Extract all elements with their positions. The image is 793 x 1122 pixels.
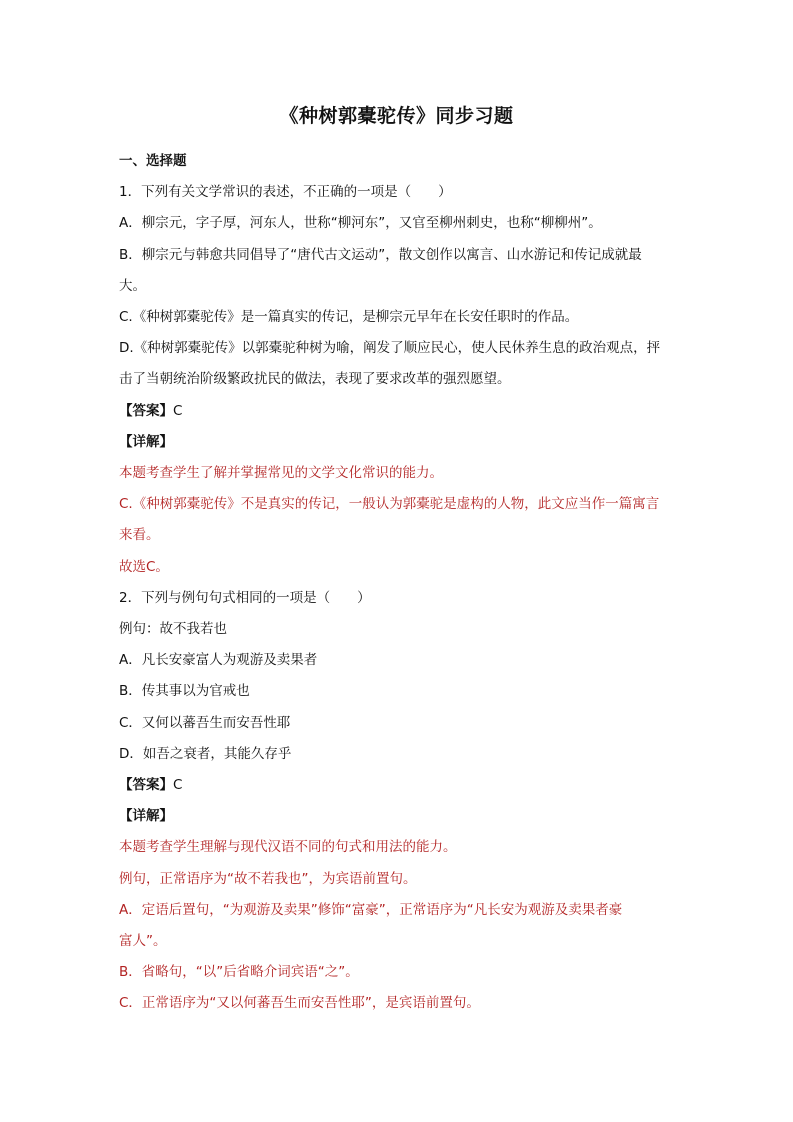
explanation-line: 本题考查学生了解并掌握常见的文学文化常识的能力。 <box>119 465 443 482</box>
question-1 <box>119 177 675 583</box>
conclusion-line: 故选C。 <box>119 558 169 575</box>
section-heading: 一、选择题 <box>119 153 187 169</box>
option-a: A．凡长安豪富人为观游及卖果者 <box>119 652 318 669</box>
answer-line <box>119 770 675 801</box>
explanation-line: B．省略句，“以”后省略介词宾语“之”。 <box>119 964 359 981</box>
explanation-line: C．正常语序为“又以何蕃吾生而安吾性耶”，是宾语前置句。 <box>119 995 480 1012</box>
detail-tag: 【详解】 <box>119 808 173 825</box>
option-d: D．如吾之衰者，其能久存乎 <box>119 745 292 762</box>
explanation-line: 来看。 <box>119 527 160 544</box>
detail-tag: 【详解】 <box>119 433 173 450</box>
answer-value: C <box>173 402 183 419</box>
page-title: 《种树郭橐驼传》同步习题 <box>279 105 514 127</box>
explanation-line: 例句，正常语序为“故不若我也”，为宾语前置句。 <box>119 870 417 887</box>
option-d-line2: 击了当朝统治阶级繁政扰民的做法，表现了要求改革的强烈愿望。 <box>119 371 511 388</box>
option-b: B．传其事以为官戒也 <box>119 683 250 700</box>
explanation-line: 富人”。 <box>119 933 167 950</box>
option-a: A．柳宗元，字子厚，河东人，世称“柳河东”，又官至柳州刺史，也称“柳柳州”。 <box>119 215 602 232</box>
explanation-line: C.《种树郭橐驼传》不是真实的传记，一般认为郭橐驼是虚构的人物，此文应当作一篇寓言 <box>119 496 660 513</box>
option-b-line1: B．柳宗元与韩愈共同倡导了“唐代古文运动”，散文创作以寓言、山水游记和传记成就最 <box>119 246 642 263</box>
question-2 <box>119 583 675 1020</box>
option-d-line1: D.《种树郭橐驼传》以郭橐驼种树为喻，阐发了顺应民心，使人民休养生息的政治观点，抨 <box>119 340 661 357</box>
answer-line <box>119 396 675 427</box>
answer-tag: 【答案】 <box>119 402 173 419</box>
explanation-line: A．定语后置句，“为观游及卖果”修饰“富豪”，正常语序为“凡长安为观游及卖果者豪 <box>119 901 623 918</box>
option-c: C．又何以蕃吾生而安吾性耶 <box>119 714 291 731</box>
document-body <box>119 146 675 1020</box>
question-stem: 1．下列有关文学常识的表述，不正确的一项是（ ） <box>119 184 452 201</box>
answer-tag: 【答案】 <box>119 777 173 794</box>
example-sentence: 例句：故不我若也 <box>119 621 227 638</box>
explanation-line: 本题考查学生理解与现代汉语不同的句式和用法的能力。 <box>119 839 457 856</box>
question-stem: 2．下列与例句句式相同的一项是（ ） <box>119 589 371 606</box>
answer-value: C <box>173 777 183 794</box>
option-c: C.《种树郭橐驼传》是一篇真实的传记，是柳宗元早年在长安任职时的作品。 <box>119 309 579 326</box>
option-b-line2: 大。 <box>119 277 146 294</box>
